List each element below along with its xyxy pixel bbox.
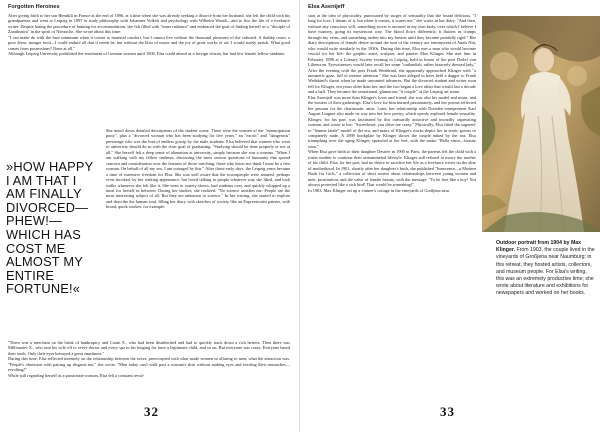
paragraph: While still regarding herself as a passionate woman, Elsa felt a constant revul- [8, 372, 145, 378]
paragraph: Elsa Asenijeff was more than Klinger's lover and friend; she was also his model and muse, and the hostess of their gatherings. Elsa's love for him burned passionately, and her poems reflected her passion for the charismatic artist. Later, her relationship with Dresden entrepreneur Karl August Lingner also made its way into her love poetry, which openly explored female sexuality. Klinger, for his part, was fascinated by this outwardly attractive and inwardly captivating woman, and wrote to her: "Sweetheart, you drive me crazy." Physically, Elsa fitted the sugared-to "femme fatale" model of the era, and many of Klinger's works depict her in erotic gowns or completely nude. A 1899 bookplate by Klinger shows the couple naked by the sea, Elsa triumphing over the aging Klinger, sprawled at her feet, with the motto "Bella vince—beauty wins." [308, 94, 476, 149]
caption-label: Outdoor portrait from 1904 by Max Klinger. [496, 240, 582, 254]
right-page [300, 0, 600, 432]
running-head-left: Forgotten Heroines [8, 4, 60, 10]
running-head-right: Elsa Asenijeff [308, 4, 345, 10]
page-number-left: 32 [144, 404, 159, 419]
paragraph: Although Leipzig University prohibited the enrolment of German women until 1906, Elsa could attend as a foreign citizen, but had few female fellow-students. [8, 51, 286, 57]
paragraph: "There was a merchant on the brink of bankruptcy and Count E., who had been disinherited and had to quickly track down a rich heiress. Then there was Millionaire X., who sent his wife off to every doctor and every spa in his longing for have a legitimate child, and so on. But everyone was crazy. Everyone bared their teeth. Only their eyes betrayed a great emptiness." [8, 340, 290, 356]
paragraph: She noted down detailed descriptions of the student scene. There were the women of the "emancipation party", plus a "divorced woman who has been studying for five years," an "exotic" and "dangerous" personage who was the butt of endless gossip by the male students. Elsa believed that women who went to university should do so with the clear goal of graduating. "Studying should be done properly or not at all." She herself felt a deep sense of alienation at university, simply because she was a woman. "When I am walking with my fellow students, discussing the most serious questions of humanity that spread concern and consideration over the features of those watching, those who know me think I must be a free woman. On behalf of all my sex, I am outraged by this." After those early days, the Leipzig years became a time of extensive freedom for Elsa. She was well aware that the townspeople were amazed, perhaps even shocked, by her striking appearance, but loved talking to people whatever way she liked, and took walks whenever she felt like it. She went to variety shows, had students over, and quickly whipped up a meal for herself in between. During her studies, she realized: "No science satisfies me. People are the most interesting subject of all. But they are unknown to science." In her writing, she started to explore and describe the human soul, filling her diary with sketches of society like an Expressionist painter, with broad, quick strokes, for example: [106, 128, 290, 210]
caption-text: From 1903, the couple lived in the vineyards of Großjena near Naumburg; in this retreat, they hosted artists, collectors, and museum people. For Elsa's writing, this was an extremely productive time; she wrote about literature and exhibitions for newspapers and worked on her books. [496, 247, 595, 297]
body-text-side [106, 128, 290, 339]
paragraph: During this time, Elsa reflected intensely on the relationship between the sexes, preoccupied with what made women so alluring to men, what the attraction was. "People's obsession with pairing up disgusts me," she wrote. "Men today can't walk past a woman's skirt without making eyes and twirling their mustaches—revolting!" [8, 356, 290, 373]
paragraph: In 1903, Max Klinger set up a vintner's cottage in the vineyards of Großjena near [308, 187, 450, 193]
body-text-top [8, 13, 290, 112]
paragraph: sion at the idea of physicality, punctuated by surges of sensuality that she found delicious. "I long for love. I dream of it, but when it comes, it scares me," she wrote in her diary. "And then, without any conscious will, something secret is aroused in my own body, over which I believe I have mastery, going its mysterious way. The blood flows differently, it flutters in cramps through my veins, and something rushes into my breasts until they become painfully rigid." Her diary descriptions of female desire around the turn of the century are reminiscent of Anaïs Nin, who would write similarly in the 1930s. During this time, Elsa met a man who would become crucial for her life: the graphic artist, sculptor, and painter Max Klinger. She met him in February 1898 at a Literary Society evening in Leipzig, held in honor of the poet Detlef von Liliencron. Eyewitnesses would later recall her seam "outlandish, rather bizarrely dressed lady." After the evening with the poet Frank Wedekind, she apparently approached Klinger with "a mesmeric gaze, full of intense attention." She was later alleged to have held a dagger to Frank Wedekind's throat when he made unwanted advances. But the divorced student and writer soon fell for Klinger, ten years older than her, and the two began a love affair that would last a decade and a half. They became the sensational, glamorous "it couple" of the Leipzig art scene. [308, 13, 476, 95]
image-caption [496, 240, 596, 298]
pull-quote: »HOW HAPPY I AM THAT I AM FINALLY DIVORCED—PHEW!—WHICH HAS COST ME ALMOST MY ENTIRE FORTUNE!« [6, 159, 94, 297]
paragraph: When Elsa gave birth to their daughter Désirée in 1900 in Paris, the parents left the child with a foster mother to continue their untrammeled lifestyle. Klinger still refused to marry the mother of his child. Elsa, for her part, had no desire to sacrifice her life as a freelance writer on the altar of motherhood. In 1901, shortly after her daughter's birth, she published "Innocence—a Modern Book for Girls," a collection of short stories about relationships between young women and men, prostitution, and the value of female beauty, with the message: "To be free like a boy! Not always protected like a sick bird! That would be something!" [308, 149, 476, 188]
paragraph: "I can make do with the bare minimum when it comes to material comfort, but I cannot live without the thousand pleasures of the cultured. A shabby room, a poor dress, meager food—I could endure all that if needs be, but without the bliss of music and the joy of great works of art, I would surely perish. What good comes from possessions? None at all." [8, 34, 290, 51]
body-text-bottom [8, 340, 290, 396]
page-number-right: 33 [440, 404, 455, 419]
painting-image [482, 16, 600, 232]
paragraph: After giving birth to her son Henrikli in France at the end of 1896, at a time when she was already seeking a divorce from her husband, she left the child with his grandparents and went to Leipzig in 1897 to study philosophy with Johannes Volkelt and psychology with Wilhelm Wundt—and to live the life of a freelance writer. Despite hating the procedure of hunting for accommodation, she felt filled with "inner radiance" and embraced the goal of finding herself as a "disciple of Zarathustra" in the spirit of Nietzsche. She wrote about this time: [8, 13, 290, 35]
body-text-right [308, 13, 476, 397]
painting-woman-in-white-dress-icon [482, 16, 600, 232]
